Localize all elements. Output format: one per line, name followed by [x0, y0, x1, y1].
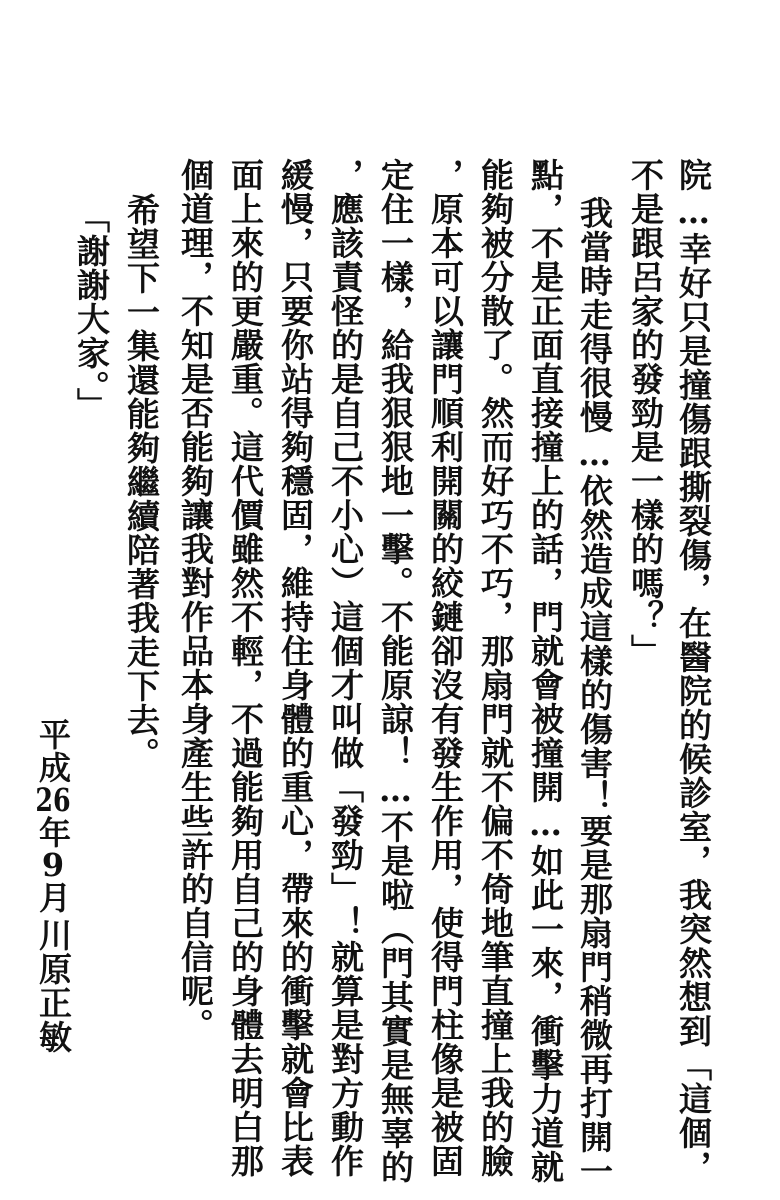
date-month: 9 [41, 849, 65, 881]
text-line-11: 個道理，不知是否能夠讓我對作品本身產生些許的自信呢。 [176, 158, 215, 1042]
text-line-13: 「謝謝大家。」 [72, 200, 111, 422]
text-line-10: 面上來的更嚴重。這代價雖然不輕，不過能夠用自己的身體去明白那 [226, 158, 265, 1178]
text-line-9: 緩慢，只要你站得夠穩固，維持住身體的重心，帶來的衝擊就會比表 [276, 158, 315, 1178]
text-line-4: 點，不是正面直接撞上的話，門就會被撞開…如此一來，衝擊力道就 [526, 158, 565, 1184]
date-year: 26 [35, 784, 71, 816]
date-era: 平成 [34, 718, 72, 784]
date-month-suffix: 月 [34, 881, 72, 914]
text-line-8: ，應該責怪的是自己不小心）這個才叫做「發勁」！就算是對方動作 [326, 158, 365, 1178]
text-line-1: 院…幸好只是撞傷跟撕裂傷，在醫院的候診室，我突然想到「這個， [674, 158, 713, 1184]
text-line-2: 不是跟呂家的發勁是一樣的嗎？」 [626, 158, 665, 668]
text-line-6: ，原本可以讓門順利開關的絞鏈卻沒有發生作用，使得門柱像是被固 [426, 158, 465, 1178]
date-year-suffix: 年 [34, 816, 72, 849]
signature-date [30, 718, 76, 914]
text-line-3: 我當時走得很慢…依然造成這樣的傷害！要是那扇門稍微再打開一 [575, 196, 614, 1188]
text-line-5: 能夠被分散了。然而好巧不巧，那扇門就不偏不倚地筆直撞上我的臉 [476, 158, 515, 1178]
signature-author: 川原正敏 [34, 918, 73, 1054]
text-line-12: 希望下一集還能夠繼續陪著我走下去。 [122, 193, 161, 771]
text-line-7: 定住一樣，給我狠狠地一擊。不能原諒！…不是啦（門其實是無辜的 [376, 158, 415, 1184]
